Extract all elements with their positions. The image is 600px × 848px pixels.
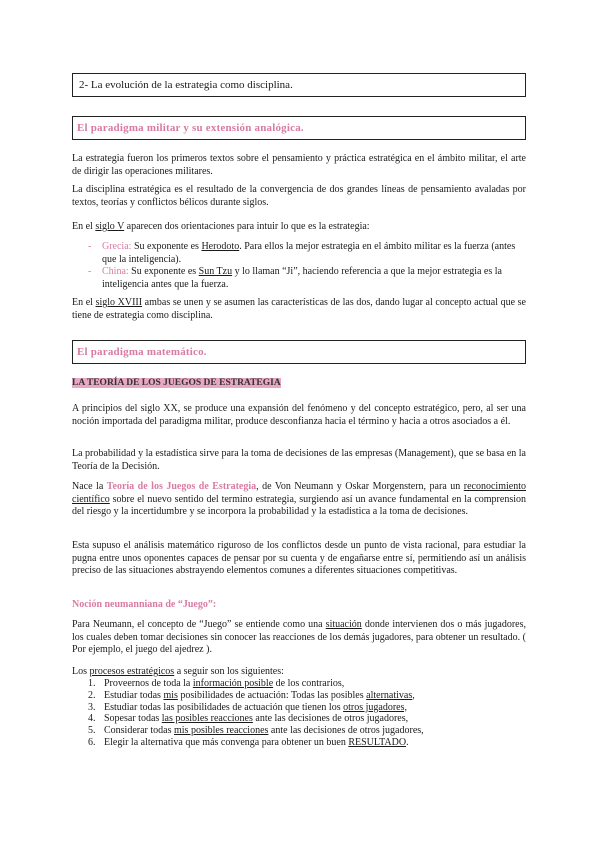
- list-item: 3. Estudiar todas las posibilidades de actuación que tienen los otros jugadores,: [88, 701, 407, 713]
- subheading-neumann-game: Noción neumanniana de “Juego”:: [72, 599, 217, 610]
- paragraph-game-theory-origin: Nace la Teoría de los Juegos de Estrategia, de Von Neumann y Oskar Morgenstern, para un reconocimiento científico sobre el nuevo sentido del termino estrategia, surgiendo así un avance fundamental en la comprension del riesgo y la incertidumbre y se incorpora la probabilidad y la estadistica a la toma de decisiones.: [72, 481, 526, 517]
- subheading-game-theory: LA TEORÍA DE LOS JUEGOS DE ESTRATEGIA: [72, 378, 281, 388]
- paragraph-siglo-v: En el siglo V aparecen dos orientaciones para intuir lo que es la estrategia:: [72, 221, 370, 232]
- list-item: 5. Considerar todas mis posibles reacciones ante las decisiones de otros jugadores,: [88, 725, 424, 737]
- section-heading-military: [72, 116, 526, 140]
- list-item: 4. Sopesar todas las posibles reacciones ante las decisiones de otros jugadores,: [88, 713, 409, 725]
- paragraph-probability: La probabilidad y la estadística sirve para la toma de decisiones de las empresas (Management), que se basa en la Teoría de la Decisión.: [72, 448, 526, 472]
- section-title-mathematical: El paradigma matemático.: [77, 346, 207, 358]
- chapter-title-box: [72, 73, 526, 97]
- paragraph-neumann-game: Para Neumann, el concepto de “Juego” se entiende como una situación donde intervienen dos o más jugadores, los cuales deben tomar decisiones sin conocer las reacciones de los demás jugadores, para obtener un resultado. ( Por ejemplo, el juego del ajedrez ).: [72, 619, 526, 655]
- list-item: 1. Proveernos de toda la información posible de los contrarios,: [88, 678, 345, 689]
- paragraph-processes: Los procesos estratégicos a seguir son los siguientes:: [72, 666, 284, 677]
- paragraph-mathematical-analysis: Esta supuso el análisis matemático riguroso de los conflictos desde un punto de vista racional, para estudiar la pugna entre unos oponentes capaces de pensar por su cuenta y de engañarse entre sí, permitiendo así un análisis preciso de las situaciones abstrayendo elementos comunes a diferentes situaciones competitivas.: [72, 540, 526, 576]
- strategic-steps-list: [88, 678, 526, 749]
- paragraph-siglo-xx: A principios del siglo XX, se produce una expansión del fenómeno y del concepto estratégico, pero, al ser una noción importada del paradigma militar, produce desconfianza hacia el término y hacia a otros asociados a él.: [72, 403, 526, 427]
- list-item: 2. Estudiar todas mis posibilidades de actuación: Todas las posibles alternativas,: [88, 689, 415, 701]
- list-item: 6. Elegir la alternativa que más convenga para obtener un buen RESULTADO.: [88, 736, 409, 748]
- chapter-title: 2- La evolución de la estrategia como disciplina.: [79, 79, 293, 91]
- paragraph-siglo-xviii: En el siglo XVIII ambas se unen y se asumen las características de las dos, dando lugar al concepto actual que se tiene de estrategia como disciplina.: [72, 297, 526, 321]
- list-item: - China: Su exponente es Sun Tzu y lo llaman “Ji”, haciendo referencia a que la mejor estrategia es la inteligencia antes que la fuerza.: [88, 266, 502, 290]
- orientations-list: [88, 241, 526, 291]
- section-heading-mathematical: [72, 340, 526, 364]
- paragraph-discipline: La disciplina estratégica es el resultado de la convergencia de dos grandes líneas de pensamiento avaladas por textos, teorías y conflictos bélicos durante siglos.: [72, 184, 526, 208]
- paragraph-strategy-origin: La estrategia fueron los primeros textos sobre el pensamiento y práctica estratégica en el ámbito militar, el arte de dirigir las operaciones militares.: [72, 153, 526, 177]
- section-title-military: El paradigma militar y su extensión analógica.: [77, 122, 304, 134]
- list-item: - Grecia: Su exponente es Herodoto. Para ellos la mejor estrategia en el ámbito militar es la fuerza (antes que la inteligencia).: [88, 241, 516, 265]
